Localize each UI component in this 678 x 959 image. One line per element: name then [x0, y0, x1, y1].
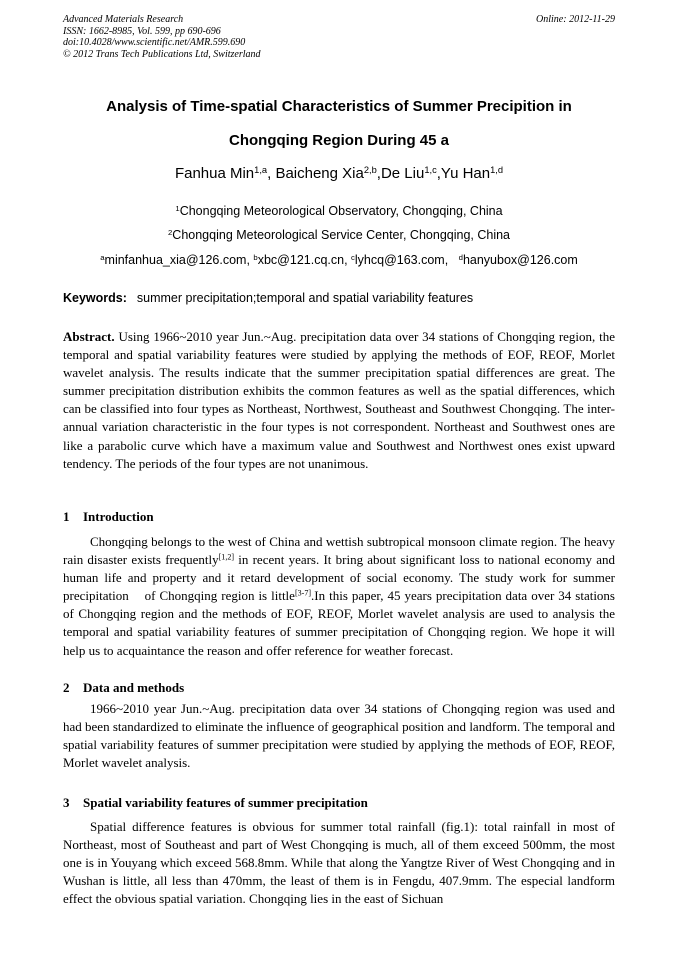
online-date: Online: 2012-11-29 [536, 14, 615, 25]
section-3-paragraph [63, 818, 615, 908]
author-affil-sup: 1,c [424, 164, 437, 175]
author-name: De Liu [380, 165, 425, 182]
section-heading-2 [63, 680, 184, 696]
citation-ref: [3-7] [294, 588, 312, 598]
author-separator: , [267, 165, 276, 182]
section-title: Data and methods [83, 680, 185, 695]
affiliation-sup: 1 [175, 203, 180, 213]
section-number: 3 [63, 795, 70, 810]
author-affil-sup: 1,d [490, 164, 504, 175]
section-2-paragraph [63, 700, 615, 772]
author-name: Yu Han [440, 165, 491, 182]
author-name: Fanhua Min [174, 165, 255, 182]
email-sup: d [458, 252, 463, 262]
body-text: Chongqing belongs to the west of China and wettish subtropical monsoon climate region. The heavy rain disaster exists frequently [63, 534, 615, 568]
author-list [40, 165, 638, 182]
journal-header [63, 14, 615, 60]
keywords-label: Keywords: [63, 291, 127, 305]
author-separator: , [436, 165, 441, 182]
section-number: 1 [63, 509, 70, 524]
email-sup: a [100, 252, 105, 262]
email-sup: b [253, 252, 258, 262]
email-address: minfanhua_xia@126.com, [104, 253, 254, 267]
body-text: .In this paper, 45 years precipitation data over 34 stations of Chongqing region and the methods of EOF, REOF, Morlet wavelet analysis are used to analysis the temporal and spatial variability features of summer precipitation of Chongqing region. We hope it will help us to acquaintance the reason and offer reference for weather forecast. [63, 588, 615, 658]
affiliation-text: Chongqing Meteorological Observatory, Chongqing, China [179, 204, 503, 218]
title-line-1: Analysis of Time-spatial Characteristics of Summer Precipition in [106, 98, 572, 115]
paper-title [40, 90, 638, 158]
affiliation-sup: 2 [167, 227, 173, 237]
author-name: Baicheng Xia [275, 165, 364, 182]
doi-line: doi:10.4028/www.scientific.net/AMR.599.690 [63, 37, 246, 48]
journal-name: Advanced Materials Research [63, 14, 184, 25]
section-heading-1 [63, 509, 154, 525]
abstract-label: Abstract. [63, 329, 115, 344]
title-line-2: Chongqing Region During 45 a [229, 132, 449, 149]
author-separator: , [376, 165, 381, 182]
affiliation-text: Chongqing Meteorological Service Center, Chongqing, China [172, 228, 511, 242]
section-heading-3 [63, 795, 368, 811]
section-title: Spatial variability features of summer precipitation [83, 795, 368, 810]
abstract-paragraph [63, 328, 615, 473]
keywords-line [63, 291, 615, 305]
email-list [40, 253, 638, 267]
affiliation-2 [40, 228, 638, 242]
body-text: Spatial difference features is obvious for summer total rainfall (fig.1): total rainfall in most of Northeast, most of Southeast and part of West Chongqing is much, all of them exceed 500mm, the most one is in Youyang which exceed 568.8mm. While that along the Yangtze River of West Chongqing and in Wushan is little, all less than 470mm, the least of them is in Fengdu, 407.9mm. The especial landform effect the obvious spatial variation. Chongqing lies in the east of Sichuan [63, 819, 615, 907]
affiliation-1 [40, 204, 638, 218]
body-text: 1966~2010 year Jun.~Aug. precipitation data over 34 stations of Chongqing region was used and had been standardized to eliminate the influence of geographical position and landform. The temporal and spatial variability features of summer precipitation were studied by applying the methods of EOF, REOF, Morlet wavelet analysis. [63, 701, 615, 771]
email-address: xbc@121.cq.cn, [257, 253, 352, 267]
copyright-line: © 2012 Trans Tech Publications Ltd, Switzerland [63, 48, 261, 60]
author-affil-sup: 1,a [254, 164, 268, 175]
section-title: Introduction [83, 509, 154, 524]
citation-ref: [1,2] [218, 552, 235, 562]
keywords-text: summer precipitation;temporal and spatial variability features [136, 291, 474, 305]
abstract-text: Using 1966~2010 year Jun.~Aug. precipitation data over 34 stations of Chongqing region, the temporal and spatial variability features were studied by applying the methods of EOF, REOF, Morlet wavelet analysis. The results indicate that the summer precipitation spatial differences are great. The summer precipitation distribution exhibits the common features as well as the spatial differences, which can be classified into four types as Northeast, Northwest, Southeast and Southwest Chongqing. The inter-annual variation characteristic in the four types is not correspondent. Northeast and Southwest ones are like a parabolic curve which have a maximum value and Southwest and Northwest ones exist upward tendency. The periods of the four types are not unanimous. [63, 329, 616, 471]
section-number: 2 [63, 680, 70, 695]
author-affil-sup: 2,b [363, 164, 377, 175]
section-1-paragraph [63, 533, 619, 660]
email-sup: c [351, 252, 355, 262]
issn-line: ISSN: 1662-8985, Vol. 599, pp 690-696 [63, 25, 221, 37]
body-text: in recent years. It bring about significant loss to national economy and human life and property and it retard development of social economy. The study work for summer precipitation of Chongqing region is little [63, 552, 619, 604]
email-address: hanyubox@126.com [462, 253, 578, 267]
email-address: lyhcq@163.com, [354, 253, 459, 267]
